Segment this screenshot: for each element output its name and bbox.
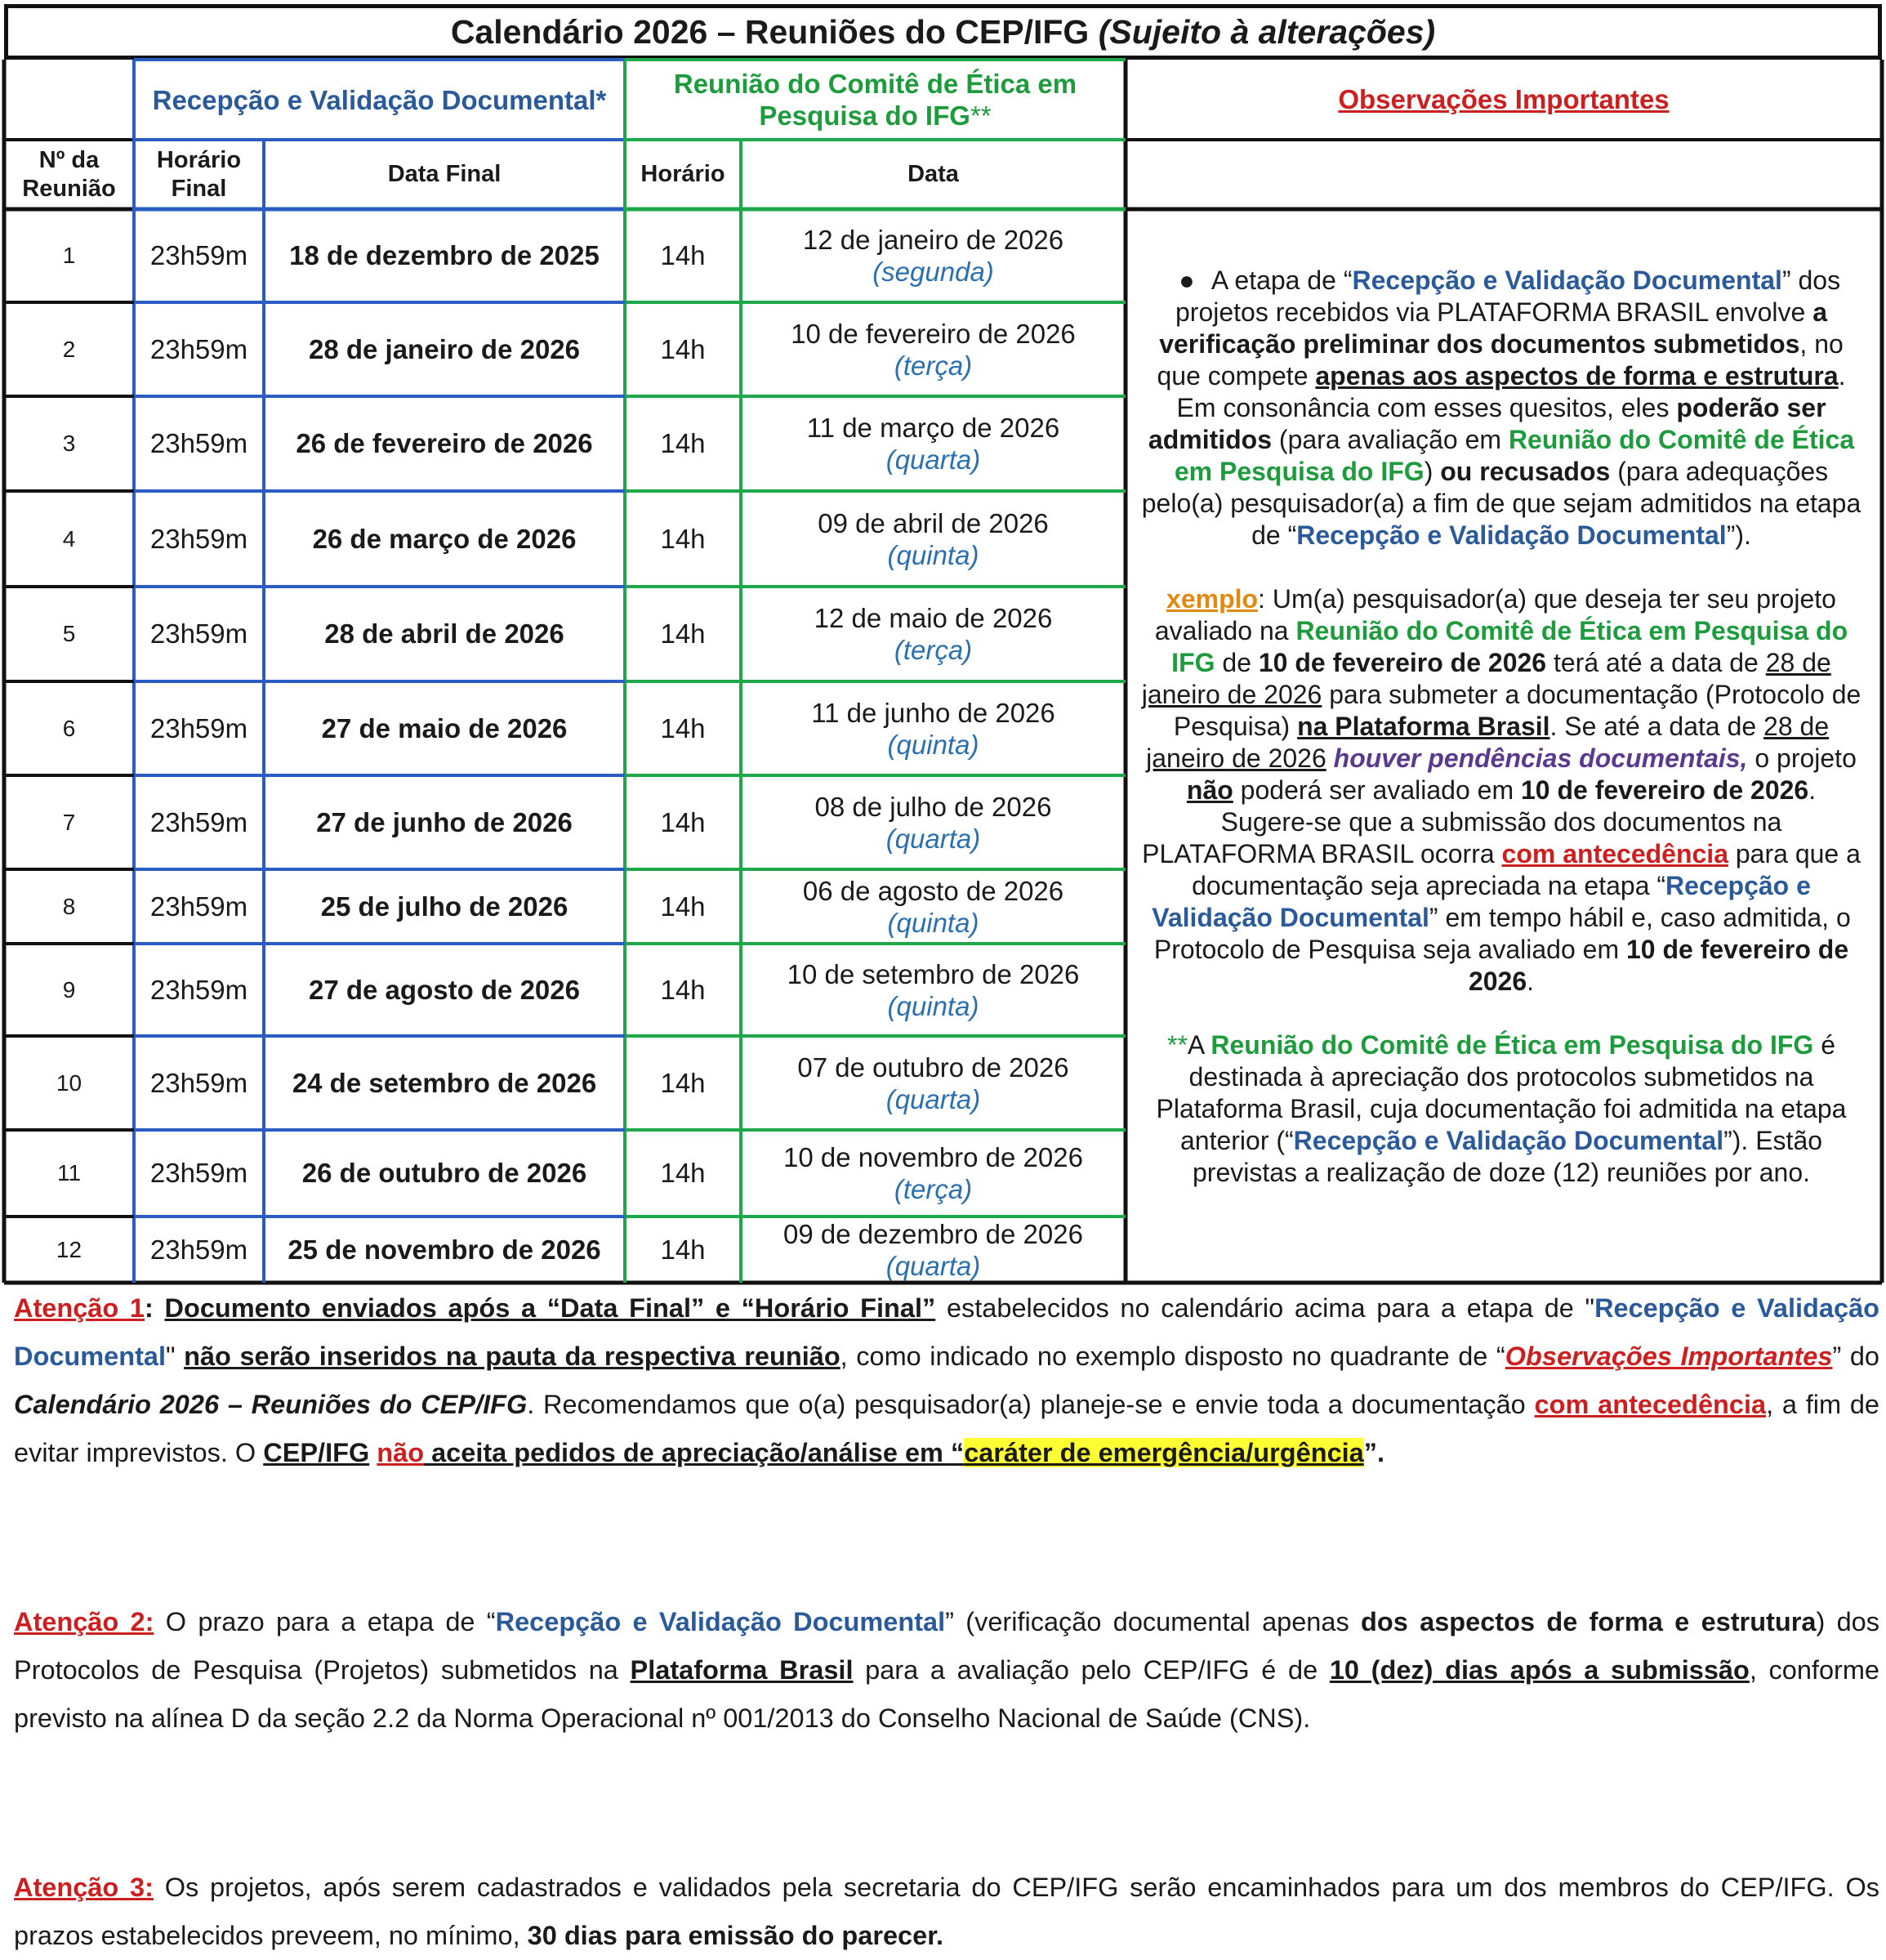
row-number: 6: [62, 715, 76, 741]
row-final-date: 27 de maio de 2026: [321, 712, 568, 743]
row-meeting-date: 07 de outubro de 2026 (quarta): [797, 1051, 1069, 1114]
row-time: 14h: [660, 333, 706, 364]
row-final-time: 23h59m: [149, 974, 248, 1005]
row-meeting-date: 12 de maio de 2026 (terça): [814, 603, 1053, 665]
row-number: 5: [62, 621, 76, 646]
row-time: 14h: [660, 891, 706, 922]
row-time: 14h: [660, 1234, 706, 1265]
header-meeting-group: Reunião do Comitê de Ética em Pesquisa do IFG**: [673, 69, 1077, 131]
row-final-date: 27 de agosto de 2026: [309, 974, 580, 1005]
row-meeting-date: 11 de junho de 2026 (quinta): [811, 697, 1055, 760]
row-meeting-date: 10 de setembro de 2026 (quinta): [787, 958, 1080, 1021]
row-final-date: 24 de setembro de 2026: [292, 1067, 597, 1098]
row-final-date: 26 de março de 2026: [312, 523, 577, 554]
header-date: Data: [907, 161, 959, 187]
row-final-time: 23h59m: [149, 806, 248, 837]
note-attention-3: Atenção 3: Os projetos, após serem cadastrados e validados pela secretaria do CEP/IFG serão encaminhados para um dos membros do CEP/IFG. Os prazos estabelecidos preveem, no mínimo, 30 dias para emissão do parecer.: [14, 1873, 1879, 1950]
row-final-date: 18 de dezembro de 2025: [289, 240, 600, 270]
row-final-date: 26 de outubro de 2026: [301, 1158, 587, 1188]
row-final-date: 27 de junho de 2026: [316, 806, 573, 837]
calendar-title-note: (Sujeito à alterações): [1098, 12, 1436, 51]
observations-text: [1126, 211, 1880, 1281]
header-time: Horário: [640, 161, 725, 187]
header-final-time: Horário Final: [156, 146, 242, 202]
row-meeting-date: 12 de janeiro de 2026 (segunda): [802, 225, 1064, 287]
row-final-date: 28 de janeiro de 2026: [308, 333, 580, 364]
row-final-date: 25 de novembro de 2026: [288, 1234, 601, 1265]
header-final-date: Data Final: [387, 161, 502, 187]
notes-section: [14, 1284, 1879, 1960]
row-meeting-date: 06 de agosto de 2026 (quinta): [802, 875, 1064, 938]
row-time: 14h: [660, 1067, 706, 1098]
note-attention-2: Atenção 2: O prazo para a etapa de “Recepção e Validação Documental” (verificação documental apenas dos aspectos de forma e estrutura) dos Protocolos de Pesquisa (Projetos) submetidos na Plataforma Brasil para a avaliação pelo CEP/IFG é de 10 (dez) dias após a submissão, conforme previsto na alínea D da seção 2.2 da Norma Operacional nº 001/2013 do Conselho Nacional de Saúde (CNS).: [14, 1607, 1879, 1733]
row-final-time: 23h59m: [149, 428, 248, 458]
header-number: Nº da Reunião: [22, 146, 116, 202]
row-number: 2: [62, 336, 76, 362]
row-final-time: 23h59m: [149, 891, 248, 922]
row-final-date: 25 de julho de 2026: [320, 891, 568, 922]
row-meeting-date: 11 de março de 2026 (quarta): [806, 413, 1060, 475]
row-meeting-date: 08 de julho de 2026 (quarta): [814, 791, 1052, 854]
row-final-date: 28 de abril de 2026: [324, 618, 564, 649]
row-number: 7: [62, 809, 76, 835]
row-meeting-date: 09 de dezembro de 2026 (quarta): [783, 1218, 1083, 1281]
row-final-time: 23h59m: [149, 240, 248, 270]
row-time: 14h: [660, 618, 706, 649]
row-meeting-date: 09 de abril de 2026 (quinta): [818, 507, 1049, 570]
observation-paragraph-3: **A Reunião do Comitê de Ética em Pesquisa do IFG é destinada à apreciação dos protocolos submetidos na Plataforma Brasil, cuja documentação foi admitida na etapa anterior (“Recepção e Validação Documental”). Estão previstas a realização de doze (12) reuniões por ano.: [1156, 1030, 1847, 1187]
row-final-time: 23h59m: [149, 1067, 248, 1098]
row-final-time: 23h59m: [149, 712, 248, 743]
observation-paragraph-1: ● A etapa de “Recepção e Validação Documental” dos projetos recebidos via PLATAFORMA BRASIL envolve a verificação preliminar dos documentos submetidos, no que compete apenas aos aspectos de forma e estrutura. Em consonância com esses quesitos, eles poderão ser admitidos (para avaliação em Reunião do Comitê de Ética em Pesquisa do IFG) ou recusados (para adequações pelo(a) pesquisador(a) a fim de que sejam admitidos na etapa de “Recepção e Validação Documental”).: [1141, 266, 1861, 550]
row-number: 9: [62, 976, 76, 1002]
row-time: 14h: [660, 240, 706, 270]
header-reception-group: Recepção e Validação Documental*: [152, 84, 607, 115]
note-attention-1: Atenção 1: Documento enviados após a “Data Final” e “Horário Final” estabelecidos no calendário acima para a etapa de "Recepção e Validação Documental" não serão inseridos na pauta da respectiva reunião, como indicado no exemplo disposto no quadrante de “Observações Importantes” do Calendário 2026 – Reuniões do CEP/IFG. Recomendamos que o(a) pesquisador(a) planeje-se e envie toda a documentação com antecedência, a fim de evitar imprevistos. O CEP/IFG não aceita pedidos de apreciação/análise em “caráter de emergência/urgência”.: [14, 1293, 1880, 1467]
row-number: 1: [62, 243, 76, 268]
row-time: 14h: [660, 1158, 706, 1188]
row-number: 3: [62, 431, 76, 456]
header-observations: Observações Importantes: [1338, 84, 1670, 114]
row-number: 4: [62, 525, 76, 551]
row-final-time: 23h59m: [149, 1158, 248, 1188]
row-final-time: 23h59m: [149, 1234, 248, 1265]
row-meeting-date: 10 de novembro de 2026 (terça): [783, 1142, 1083, 1204]
row-time: 14h: [660, 428, 706, 458]
row-number: 8: [62, 893, 76, 919]
row-time: 14h: [660, 523, 706, 554]
row-time: 14h: [660, 806, 706, 837]
row-time: 14h: [660, 712, 706, 743]
row-number: 10: [56, 1069, 82, 1096]
row-number: 12: [56, 1236, 82, 1262]
row-final-time: 23h59m: [149, 523, 248, 554]
calendar-title-main: Calendário 2026 – Reuniões do CEP/IFG: [450, 12, 1090, 51]
row-final-date: 26 de fevereiro de 2026: [296, 428, 593, 458]
row-meeting-date: 10 de fevereiro de 2026 (terça): [791, 318, 1076, 381]
row-time: 14h: [660, 974, 706, 1005]
row-final-time: 23h59m: [149, 618, 248, 649]
row-number: 11: [56, 1160, 82, 1185]
row-final-time: 23h59m: [149, 333, 248, 364]
observation-paragraph-2: xemplo: Um(a) pesquisador(a) que deseja ter seu projeto avaliado na Reunião do Comitê de Ética em Pesquisa do IFG de 10 de fevereiro de 2026 terá até a data de 28 de janeiro de 2026 para submeter a documentação (Protocolo de Pesquisa) na Plataforma Brasil. Se até a data de 28 de janeiro de 2026 houver pendências documentais, o projeto não poderá ser avaliado em 10 de fevereiro de 2026. Sugere-se que a submissão dos documentos na PLATAFORMA BRASIL ocorra com antecedência para que a documentação seja apreciada na etapa “Recepção e Validação Documental” em tempo hábil e, caso admitida, o Protocolo de Pesquisa seja avaliado em 10 de fevereiro de 2026.: [1141, 584, 1861, 996]
